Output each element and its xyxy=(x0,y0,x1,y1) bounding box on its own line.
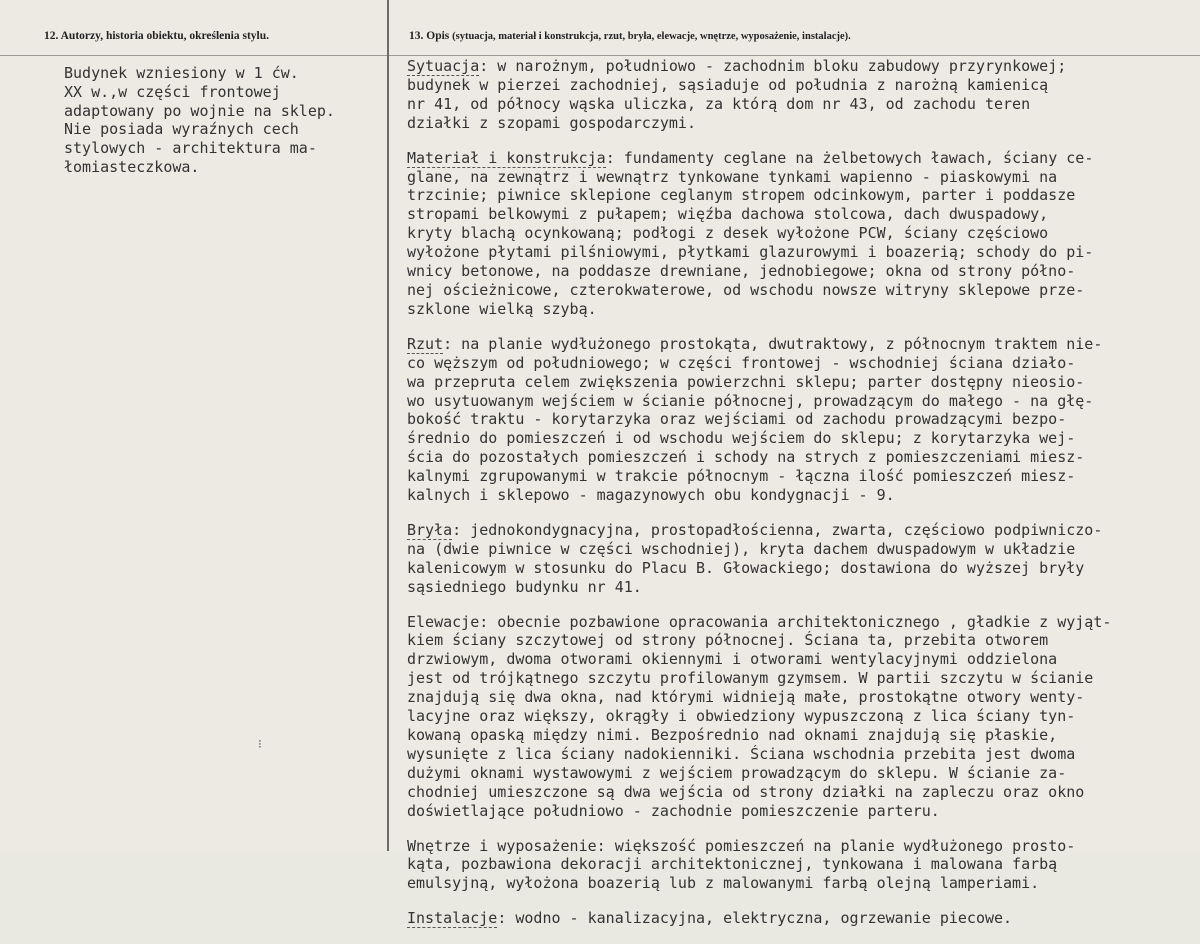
text-line: chodniej umieszczone są dwa wejścia od strony działki na zapleczu oraz okno xyxy=(407,782,1085,801)
text-run: : obecnie pozbawione opracowania architektonicznego , gładkie z wyjąt- xyxy=(479,612,1112,631)
label-rzut: Rzut xyxy=(407,334,444,353)
paragraph-elewacje xyxy=(407,613,1197,821)
text-line: wa przepruta celem zwiększenia powierzchni sklepu; parter dostępny nieosio- xyxy=(407,372,1085,391)
text-line: jest od trójkątnego szczytu profilowanym gzymsem. W partii szczytu w ścianie xyxy=(407,669,1094,688)
text-run: : większość pomieszczeń na planie wydłużonego prosto- xyxy=(596,836,1076,855)
text-line: kowaną opaską między nimi. Bezpośrednio nad oknami znajdują się płaskie, xyxy=(407,726,1058,744)
text-line: ścia do pozostałych pomieszczeń i schody na strych z pomieszczeniami miesz- xyxy=(407,448,1085,467)
paragraph-material xyxy=(407,149,1197,319)
text-line: na (dwie piwnice w części wschodniej), kryta dachem dwuspadowym w układzie xyxy=(407,539,1076,558)
paragraph-sytuacja xyxy=(407,57,1197,133)
paragraph-rzut xyxy=(407,335,1197,505)
paragraph-instalacje xyxy=(407,909,1197,928)
text-line: glane, na zewnątrz i wewnątrz tynkowane tynkami wapienno - piaskowymi na xyxy=(407,167,1058,186)
section-12-line: Nie posiada wyraźnych cech xyxy=(64,120,299,139)
text-line: stropami belkowymi z pułapem; więźba dachowa stolcowa, dach dwuspadowy, xyxy=(407,205,1049,224)
section-12-header-text: 12. Autorzy, historia obiektu, określenia stylu. xyxy=(44,30,270,42)
text-line xyxy=(407,335,1197,354)
text-line: dużymi oknami wystawowymi z wejściem prowadzącym do sklepu. W ścianie za- xyxy=(407,763,1067,782)
text-line: bokość traktu - korytarzyka oraz wejściami od zachodu prowadzącymi bezpo- xyxy=(407,410,1067,429)
section-13-header-number: 13. Opis xyxy=(409,30,450,42)
section-12-line: Budynek wzniesiony w 1 ćw. xyxy=(64,64,299,82)
text-run: : w narożnym, południowo - zachodnim bloku zabudowy przyrynkowej; xyxy=(479,57,1067,75)
text-line: co węższym od południowego; w części frontowej - wschodniej ściana działo- xyxy=(407,353,1076,372)
label-material: Materiał i konstrukcja xyxy=(407,148,606,167)
label-instalacje: Instalacje xyxy=(407,909,498,928)
text-line: znajdują się dwa okna, nad którymi widnieją małe, prostokątne otwory wenty- xyxy=(407,688,1085,707)
text-line: drzwiowym, dwoma otworami okiennymi i otworami wentylacyjnymi oddzielona xyxy=(407,650,1058,669)
text-line: wysunięte z lica ściany nadokienniki. Ściana wschodnia przebita jest dwoma xyxy=(407,744,1076,763)
section-12-line: adaptowany po wojnie na sklep. xyxy=(64,101,335,120)
text-line: lacyjne oraz większy, okrągły i obwiedziony wypuszczoną z lica ściany tyn- xyxy=(407,707,1076,726)
section-12-body xyxy=(64,64,382,177)
text-line: szklone wielką szybą. xyxy=(407,299,597,318)
label-sytuacja: Sytuacja xyxy=(407,57,480,75)
text-line: kalenicowym w stosunku do Placu B. Głowackiego; dostawiona do wyższej bryły xyxy=(407,558,1085,577)
text-line: emulsyjną, wyłożona boazerią lub z malowanymi farbą olejną lamperiami. xyxy=(407,874,1040,893)
text-line xyxy=(407,149,1197,168)
section-13-body xyxy=(407,57,1197,944)
text-line: średnio do pomieszczeń i od wschodu wejściem do sklepu; z korytarzyka wej- xyxy=(407,429,1076,448)
paragraph-bryla xyxy=(407,521,1197,597)
label-elewacje: Elewacje xyxy=(407,612,480,631)
text-line: kąta, pozbawiona dekoracji architektonicznej, tynkowana i malowana farbą xyxy=(407,855,1058,874)
text-line: kalnych i sklepowo - magazynowych obu kondygnacji - 9. xyxy=(407,486,895,505)
text-line: działki z szopami gospodarczymi. xyxy=(407,113,696,132)
text-line: wo usytuowanym wejściem w ścianie północnej, prowadzącym do małego - na głę- xyxy=(407,391,1094,410)
text-line: trzcinie; piwnice sklepione ceglanym stropem odcinkowym, parter i poddasze xyxy=(407,186,1076,205)
text-line xyxy=(407,909,1197,928)
text-line: doświetlające południowo - zachodnie pomieszczenie parteru. xyxy=(407,801,940,820)
label-bryla: Bryła xyxy=(407,520,453,539)
text-line xyxy=(407,613,1197,632)
text-line xyxy=(407,57,1197,76)
text-run: : wodno - kanalizacyjna, elektryczna, ogrzewanie piecowe. xyxy=(497,909,1013,928)
text-line: wyłożone płytami pilśniowymi, płytkami glazurowymi i boazerią; schody do pi- xyxy=(407,243,1094,262)
section-12-line: stylowych - architektura ma- xyxy=(64,139,317,158)
text-run: : jednokondygnacyjna, prostopadłościenna, zwarta, częściowo podpiwniczo- xyxy=(452,520,1103,539)
label-wnetrze: Wnętrze i wyposażenie xyxy=(407,836,597,855)
section-13-header-subtitle: (sytuacja, materiał i konstrukcja, rzut, bryła, elewacje, wnętrze, wyposażenie, instalacje). xyxy=(452,31,851,42)
column-divider xyxy=(387,0,389,851)
header-divider xyxy=(0,55,1200,56)
text-line: kiem ściany szczytowej od strony północnej. Ściana ta, przebita otworem xyxy=(407,631,1049,650)
text-line: kalnymi zgrupowanymi w trakcie północnym - łączna ilość pomieszczeń miesz- xyxy=(407,467,1076,486)
margin-mark: ⁝ xyxy=(258,737,262,751)
text-line xyxy=(407,521,1197,540)
section-12-header xyxy=(44,30,269,42)
text-line: wnicy betonowe, na poddasze drewniane, jednobiegowe; okna od strony półno- xyxy=(407,262,1076,281)
text-line: sąsiedniego budynku nr 41. xyxy=(407,577,642,596)
section-13-header xyxy=(409,30,851,42)
text-line: nej ościeżnicowe, czterokwaterowe, od wschodu nowsze witryny sklepowe prze- xyxy=(407,280,1085,299)
text-line: budynek w pierzei zachodniej, sąsiaduje od południa z narożną kamienicą xyxy=(407,75,1049,94)
section-12-line: XX w.,w części frontowej xyxy=(64,82,281,101)
section-12-line: łomiasteczkowa. xyxy=(64,157,200,176)
paragraph-wnetrze xyxy=(407,837,1197,894)
text-run: : fundamenty ceglane na żelbetowych ławach, ściany ce- xyxy=(605,148,1094,167)
text-line xyxy=(407,837,1197,856)
text-line: kryty blachą ocynkowaną; podłogi z desek wyłożone PCW, ściany częściowo xyxy=(407,224,1049,243)
text-run: : na planie wydłużonego prostokąta, dwutraktowy, z północnym traktem nie- xyxy=(443,334,1103,353)
text-line: nr 41, od północy wąska uliczka, za którą dom nr 43, od zachodu teren xyxy=(407,94,1031,113)
